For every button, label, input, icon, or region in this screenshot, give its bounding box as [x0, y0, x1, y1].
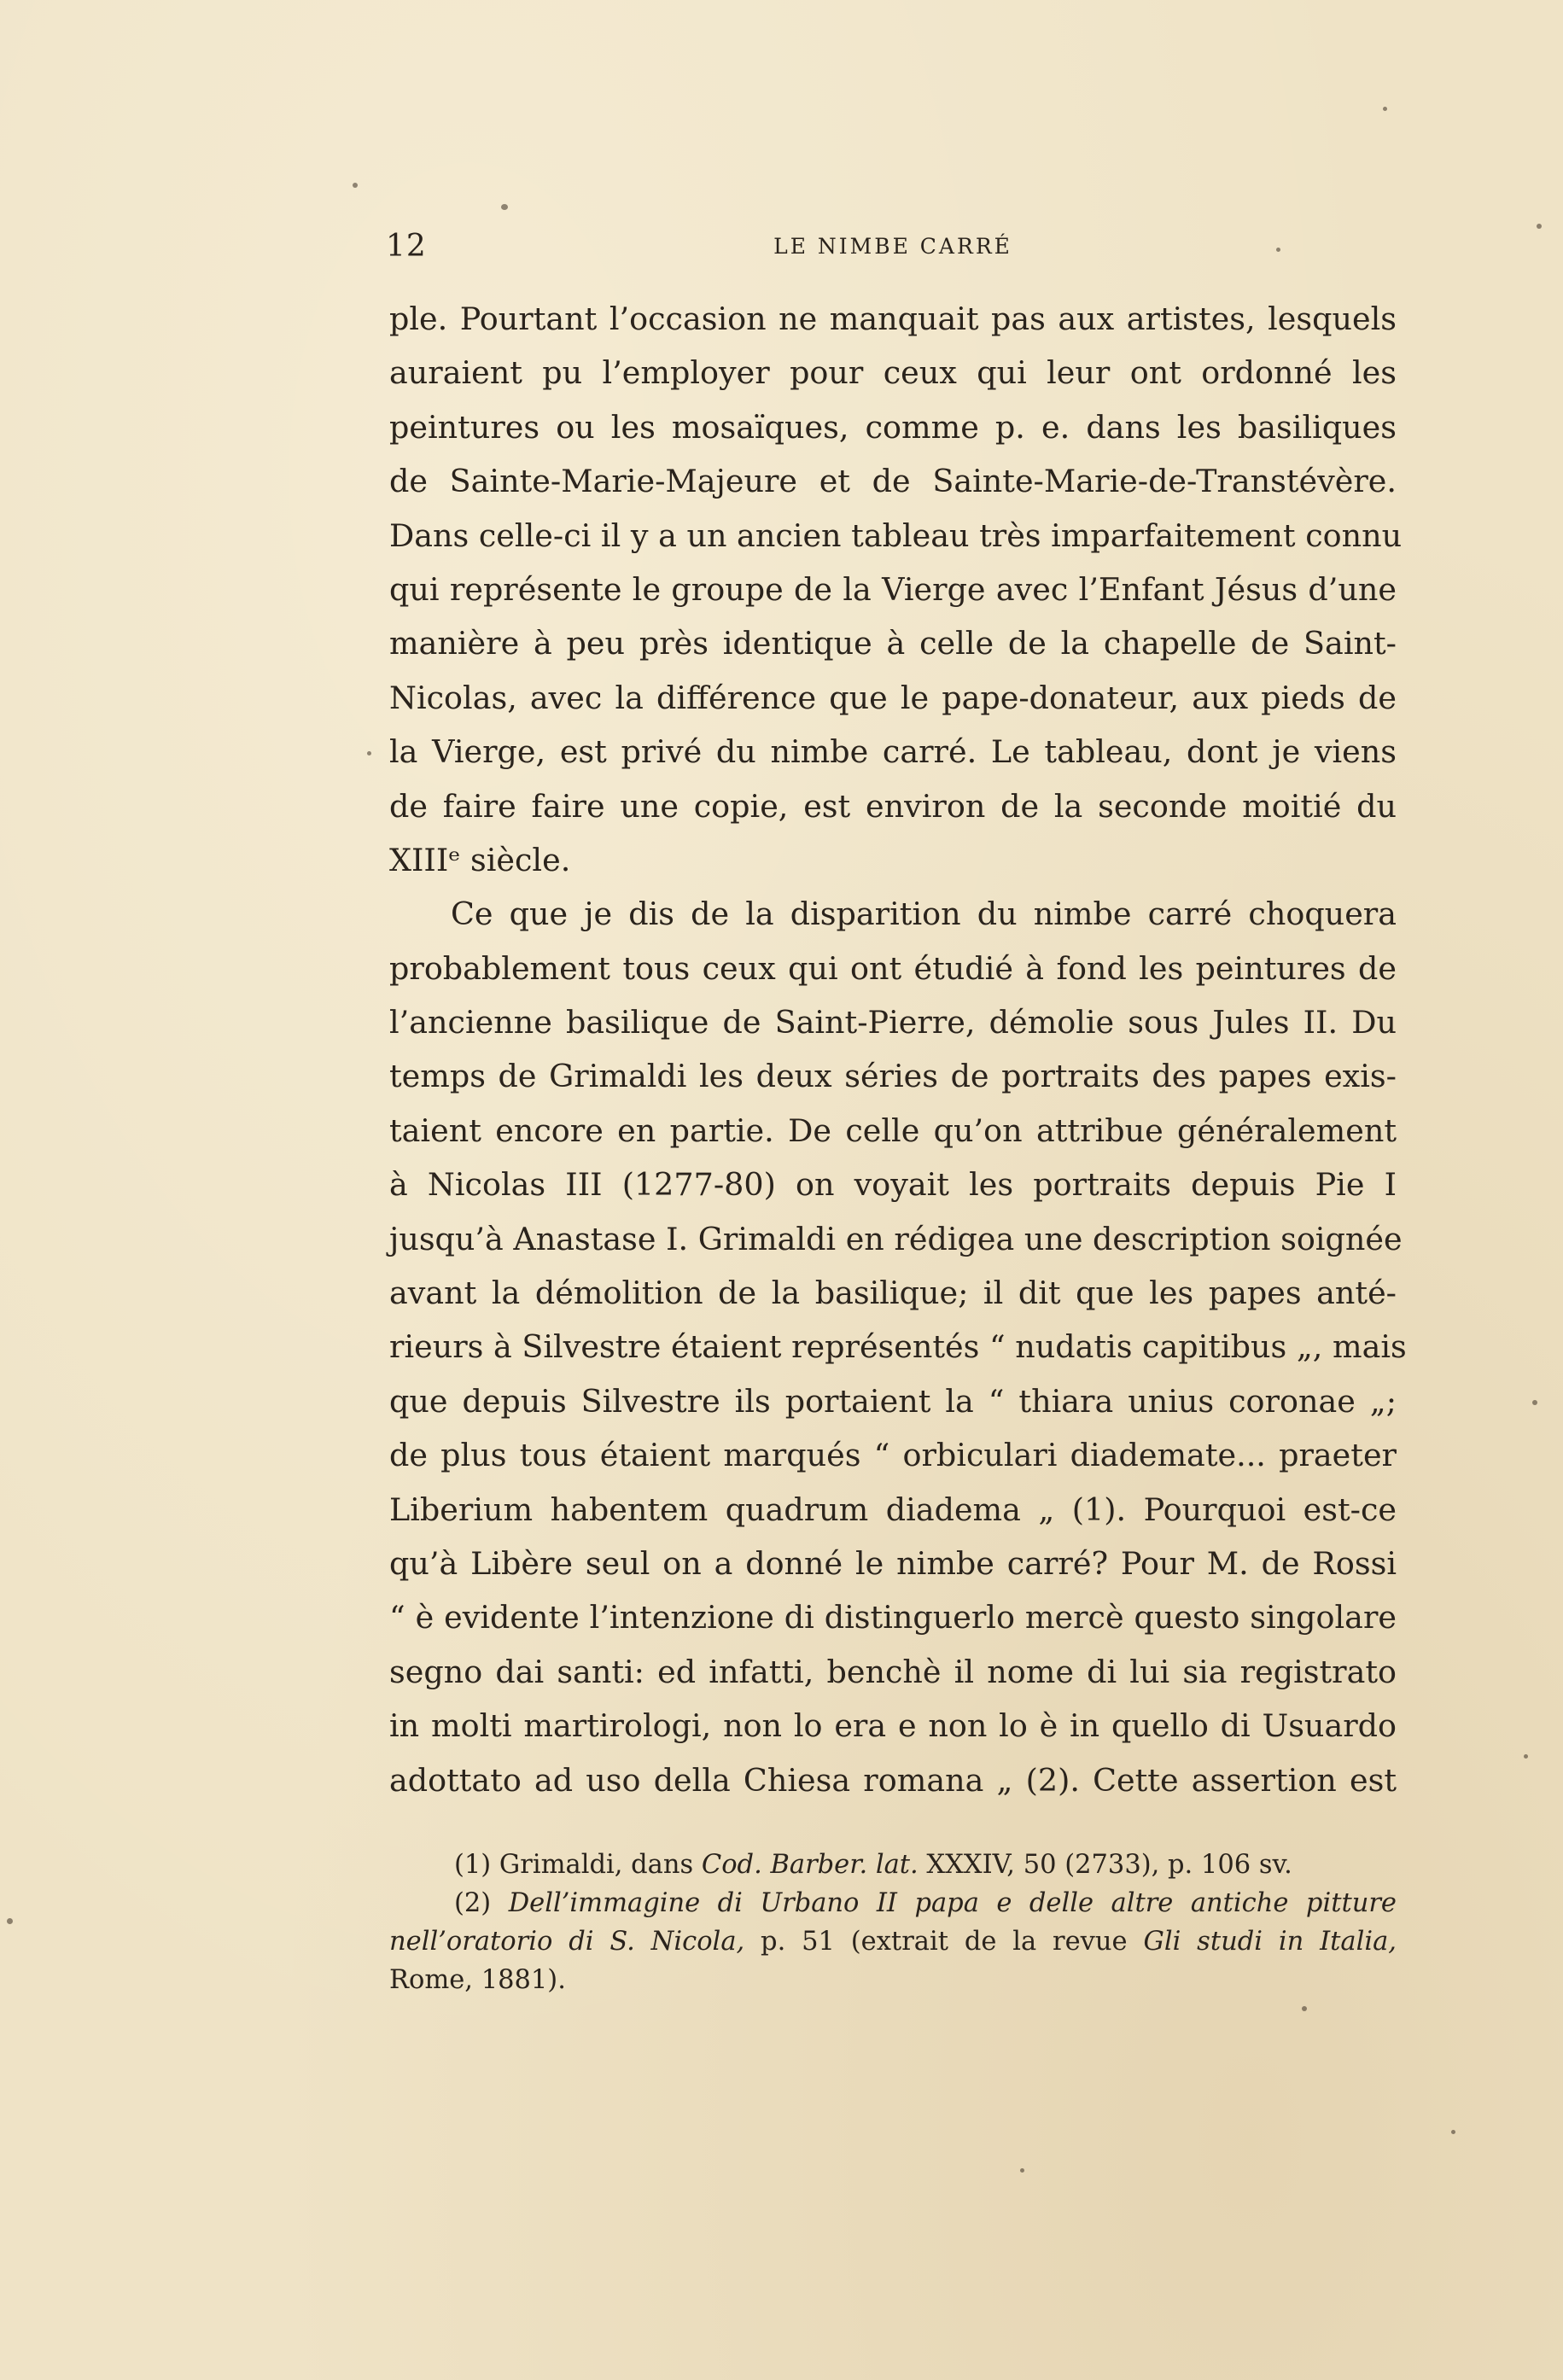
text-line: Liberium habentem quadrum diadema „ (1). Pourquoi est-ce: [389, 1490, 1397, 1528]
footnote-italic: Gli studi in Italia,: [1143, 1927, 1397, 1957]
text-line: “ è evidente l’intenzione di distinguerlo mercè questo singolare: [389, 1599, 1397, 1636]
paper-speck: [1383, 107, 1387, 111]
footnote-italic: Dell’immagine di Urbano II papa e delle altre antiche pitture: [508, 1888, 1397, 1918]
text-line: peintures ou les mosaïques, comme p. e. dans les basiliques: [389, 408, 1397, 446]
footnote-number: (1): [454, 1850, 492, 1880]
text-line: XIIIᵉ siècle.: [389, 841, 571, 878]
text-line: rieurs à Silvestre étaient représentés “ nudatis capitibus „, mais: [389, 1328, 1407, 1366]
text-line: de faire faire une copie, est environ de la seconde moitié du: [389, 787, 1397, 825]
text-line: Dans celle-ci il y a un ancien tableau très imparfaitement connu: [389, 516, 1403, 554]
text-line: probablement tous ceux qui ont étudié à fond les peintures de: [389, 949, 1397, 987]
text-line: temps de Grimaldi les deux séries de portraits des papes exis-: [389, 1058, 1397, 1095]
text-line: manière à peu près identique à celle de la chapelle de Saint-: [389, 625, 1397, 662]
paper-speck: [353, 183, 358, 188]
text-line: que depuis Silvestre ils portaient la “ thiara unius coronae „;: [389, 1382, 1397, 1420]
text-line: ple. Pourtant l’occasion ne manquait pas aux artistes, lesquels: [389, 300, 1397, 337]
paper-speck: [1532, 1400, 1537, 1405]
text-line: Nicolas, avec la différence que le pape-donateur, aux pieds de: [389, 679, 1397, 716]
footnote-text: p. 51 (extrait de la revue: [744, 1927, 1144, 1957]
page-number: 12: [386, 229, 427, 264]
text-line: segno dai santi: ed infatti, benchè il nome di lui sia registrato: [389, 1653, 1397, 1690]
text-line: la Vierge, est privé du nimbe carré. Le tableau, dont je viens: [389, 733, 1397, 771]
text-line: in molti martirologi, non lo era e non lo è in quello di Usuardo: [389, 1707, 1397, 1745]
paper-speck: [1276, 248, 1280, 252]
text-line: adottato ad uso della Chiesa romana „ (2). Cette assertion est: [389, 1761, 1397, 1799]
paper-speck: [367, 751, 371, 755]
paper-speck: [1451, 2130, 1455, 2134]
footnote-italic: Cod. Barber. lat.: [701, 1850, 919, 1880]
body-text: [389, 292, 1407, 1807]
running-title: LE NIMBE CARRÉ: [773, 234, 1012, 259]
footnote-text: Grimaldi, dans: [499, 1850, 702, 1880]
paper-speck: [1020, 2168, 1024, 2173]
text-line: qui représente le groupe de la Vierge avec l’Enfant Jésus d’une: [389, 570, 1397, 608]
footnote-number: (2): [454, 1888, 492, 1918]
text-line: jusqu’à Anastase I. Grimaldi en rédigea une description soignée: [389, 1220, 1403, 1257]
footnote-2-line-1: [389, 1884, 1397, 1922]
paper-speck: [1537, 224, 1542, 229]
paper-speck: [501, 204, 508, 210]
footnote-italic: nell’oratorio di S. Nicola,: [389, 1927, 745, 1957]
text-line: taient encore en partie. De celle qu’on attribue généralement: [389, 1111, 1397, 1149]
footnote-1: [389, 1846, 1397, 1884]
paper-speck: [7, 1918, 13, 1924]
paper-speck: [1302, 2006, 1307, 2011]
footnote-text: XXXIV, 50 (2733), p. 106 sv.: [918, 1850, 1292, 1880]
text-line: auraient pu l’employer pour ceux qui leur ont ordonné les: [389, 354, 1397, 392]
footnote-text: Rome, 1881).: [389, 1965, 566, 1995]
text-line: Ce que je dis de la disparition du nimbe carré choquera: [451, 895, 1397, 933]
footnote-2-line-2: [389, 1922, 1397, 1961]
text-line: à Nicolas III (1277-80) on voyait les portraits depuis Pie I: [389, 1166, 1397, 1204]
paper-speck: [1524, 1754, 1528, 1759]
footnote-2-line-3: [389, 1961, 1397, 1999]
text-line: l’ancienne basilique de Saint-Pierre, démolie sous Jules II. Du: [389, 1004, 1397, 1041]
running-head: [386, 229, 1400, 271]
footnotes: [389, 1846, 1397, 1999]
text-line: de plus tous étaient marqués “ orbiculari diademate... praeter: [389, 1437, 1397, 1474]
text-line: qu’à Libère seul on a donné le nimbe carré? Pour M. de Rossi: [389, 1544, 1397, 1582]
text-line: de Sainte-Marie-Majeure et de Sainte-Marie-de-Transtévère.: [389, 463, 1397, 500]
text-line: avant la démolition de la basilique; il dit que les papes anté-: [389, 1275, 1397, 1312]
